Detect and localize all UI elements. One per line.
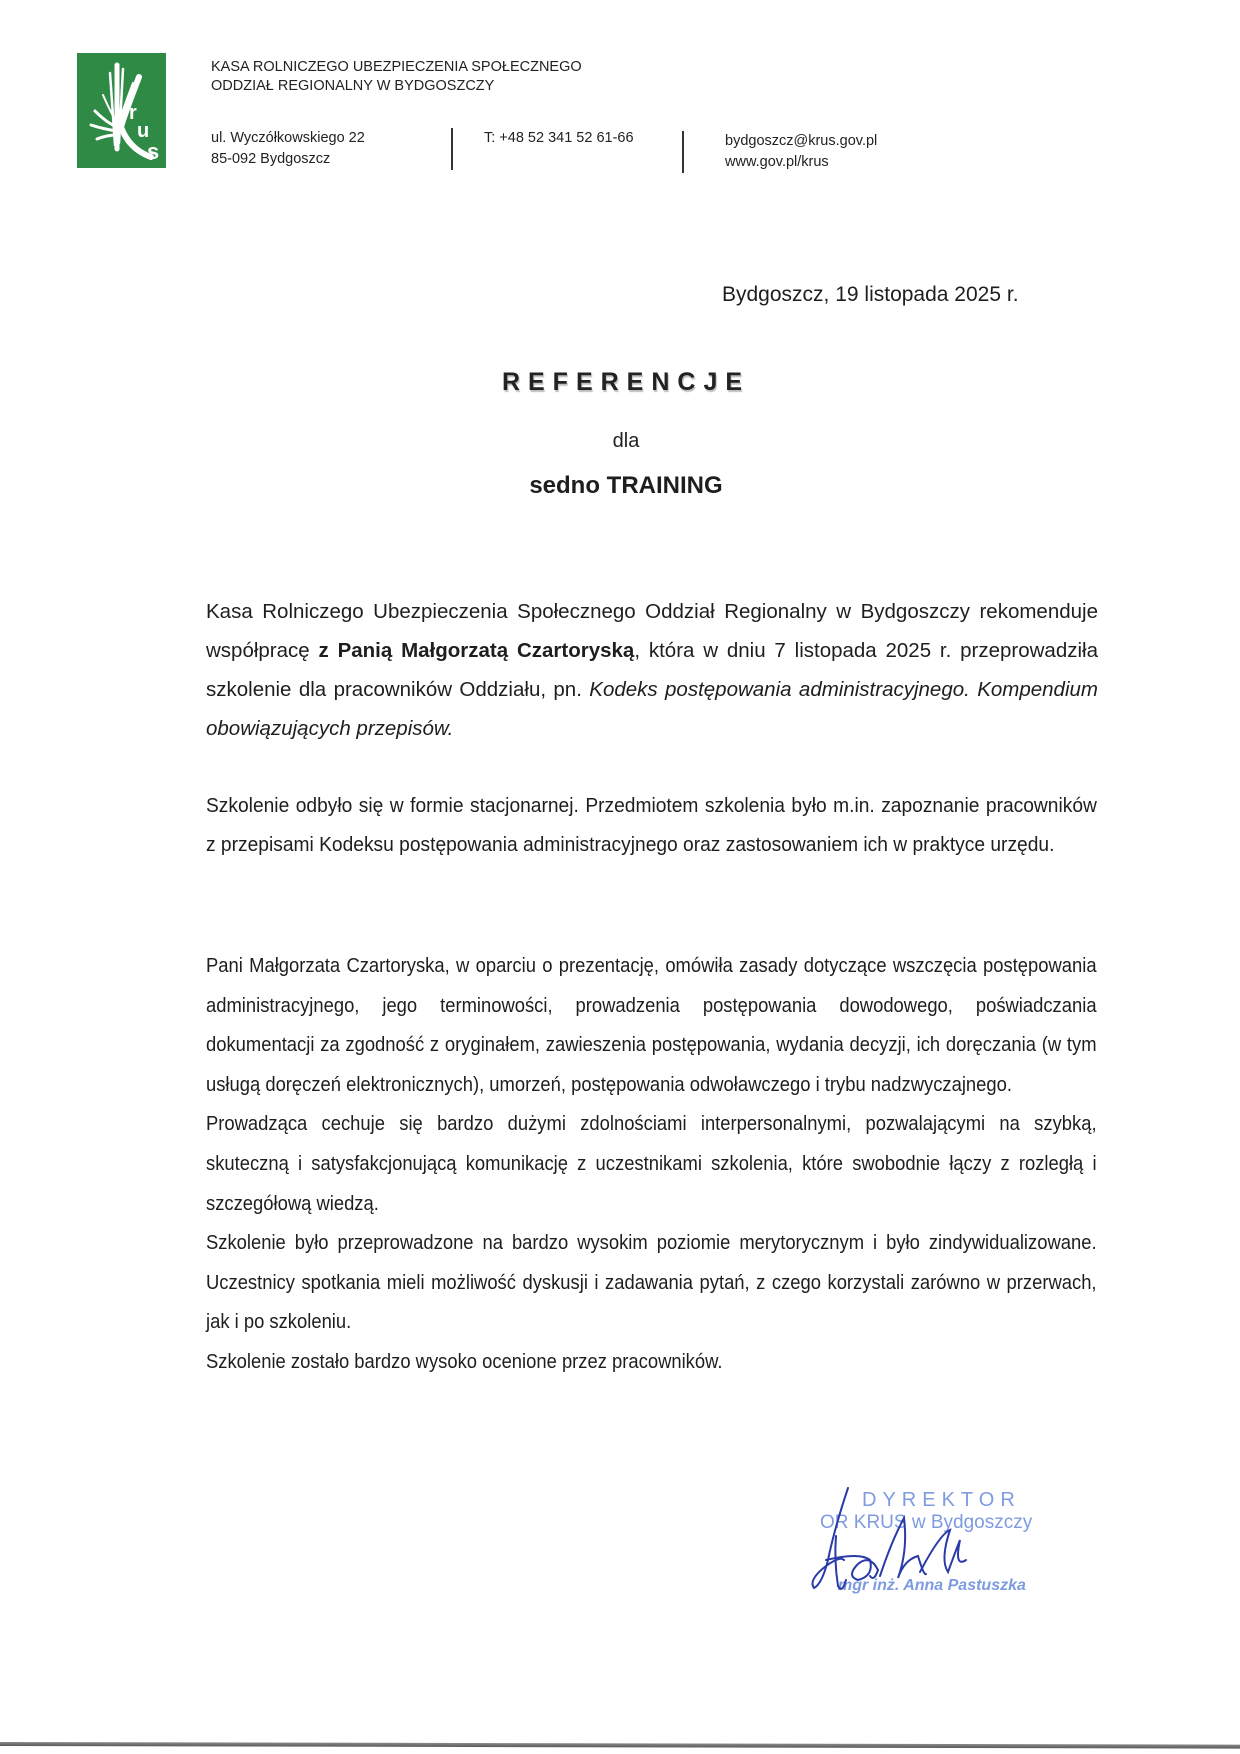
krus-logo-icon bbox=[77, 53, 166, 168]
org-line-2: ODDZIAŁ REGIONALNY W BYDGOSZCZY bbox=[211, 78, 495, 94]
postal-address bbox=[211, 128, 365, 170]
contact-online bbox=[725, 131, 877, 173]
recipient-name: sedno TRAINING bbox=[529, 472, 723, 499]
paragraph-trainer-skills: Prowadząca cechuje się bardzo dużymi zdolnościami interpersonalnymi, pozwalającymi na szybką, skuteczną i satysfakcjonującą komunikację z uczestnikami szkolenia, które swobodnie łączy z rozległą i szczegółową wiedzą. bbox=[206, 1113, 1097, 1215]
trainer-name: z Panią Małgorzatą Czartoryską bbox=[318, 639, 635, 662]
organization-name bbox=[211, 58, 582, 96]
text-segment: , która w dniu 7 listopada 2025 r. przeprowadziła szkolenie dla pracowników Oddziału, pn. bbox=[206, 639, 1098, 701]
paragraph-topics: Pani Małgorzata Czartoryska, w oparciu o prezentację, omówiła zasady dotyczące wszczęcia postępowania administracyjnego, jego terminowości, prowadzenia postępowania dowodowego, poświadczania dokumentacji za zgodność z oryginałem, zawieszenia postępowania, wydania decyzji, ich doręczania (w tym usługą doręczeń elektronicznych), umorzeń, postępowania odwoławczego i trybu nadzwyczajnego. bbox=[206, 955, 1097, 1096]
header-divider bbox=[682, 131, 684, 173]
paragraph-training-form: Szkolenie odbyło się w formie stacjonarnej. Przedmiotem szkolenia było m.in. zapoznanie pracowników z przepisami Kodeksu postępowania administracyjnego oraz zastosowaniem ich w praktyce urzędu. bbox=[206, 795, 1097, 856]
svg-text:r: r bbox=[129, 102, 137, 124]
org-line-1: KASA ROLNICZEGO UBEZPIECZENIA SPOŁECZNEGO bbox=[211, 59, 582, 75]
street-address: ul. Wyczółkowskiego 22 bbox=[211, 130, 365, 146]
paragraph-recommendation bbox=[206, 592, 1098, 748]
paragraph-training-quality: Szkolenie było przeprowadzone na bardzo wysokim poziomie merytorycznym i było zindywidualizowane. Uczestnicy spotkania mieli możliwość dyskusji i zadawania pytań, z czego korzystali zarówno w przerwach, jak i po szkoleniu. bbox=[206, 1232, 1097, 1334]
date-line: Bydgoszcz, 19 listopada 2025 r. bbox=[722, 283, 1019, 306]
text-segment: Kasa Rolniczego Ubezpieczenia Społecznego Oddział Regionalny w Bydgoszczy rekomenduje współpracę bbox=[206, 600, 1098, 662]
scan-edge bbox=[0, 1742, 1240, 1749]
stamp-office: OR KRUS w Bydgoszczy bbox=[820, 1512, 1033, 1533]
for-label: dla bbox=[612, 430, 640, 452]
website-link[interactable]: www.gov.pl/krus bbox=[725, 154, 829, 170]
phone-number: T: +48 52 341 52 61-66 bbox=[484, 130, 634, 146]
training-title: Kodeks postępowania administracyjnego. Kompendium obowiązujących przepisów. bbox=[206, 678, 1098, 740]
header-divider bbox=[451, 128, 453, 170]
stamp-title: DYREKTOR bbox=[862, 1489, 1021, 1511]
postal-code-city: 85-092 Bydgoszcz bbox=[211, 151, 331, 167]
paragraph-training-details bbox=[206, 947, 1097, 1383]
email-link[interactable]: bydgoszcz@krus.gov.pl bbox=[725, 133, 878, 149]
document-title: REFERENCJE bbox=[501, 368, 751, 396]
director-stamp-signature bbox=[800, 1480, 1060, 1610]
paragraph-evaluation: Szkolenie zostało bardzo wysoko ocenione przez pracowników. bbox=[206, 1350, 723, 1373]
stamp-name: mgr inż. Anna Pastuszka bbox=[838, 1577, 1026, 1594]
svg-text:s: s bbox=[147, 139, 160, 164]
krus-logo bbox=[77, 53, 166, 168]
svg-text:u: u bbox=[137, 120, 150, 142]
